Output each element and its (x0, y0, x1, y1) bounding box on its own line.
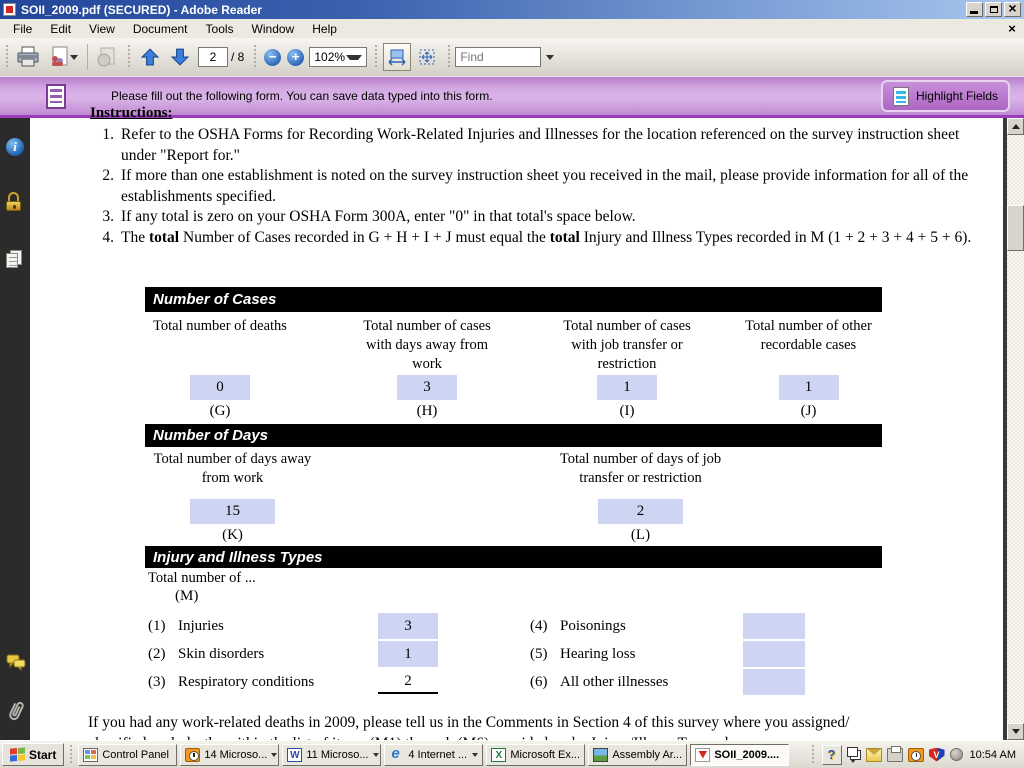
form-message: Please fill out the following form. You can save data typed into this form. (111, 89, 493, 103)
restore-icon (990, 6, 998, 13)
task-microsoft-excel[interactable]: X Microsoft Ex... (486, 744, 585, 766)
item-number: (4) (530, 617, 548, 634)
form-document-icon (46, 84, 66, 109)
toolbar-grip[interactable] (373, 45, 378, 69)
email-document-button-disabled (92, 42, 122, 72)
info-icon[interactable]: i (6, 138, 24, 156)
instructions-list (88, 125, 998, 248)
instruction-number: 4. (102, 228, 114, 246)
field-label: Total number of days away from work (153, 451, 312, 486)
item-number: (6) (530, 673, 548, 690)
type-row-all-other-illnesses (530, 668, 805, 696)
instruction-item (88, 228, 998, 249)
image-icon (593, 748, 608, 762)
volume-icon[interactable] (950, 748, 963, 761)
print-button[interactable] (13, 42, 43, 72)
form-field-g[interactable]: 0 (190, 375, 250, 400)
instruction-text: If more than one establishment is noted on the survey instruction sheet you received in the mail, please provide information for all of the establishments specified. (121, 167, 969, 205)
toolbar-separator (87, 44, 88, 70)
find-input[interactable] (455, 47, 541, 67)
form-field-m2[interactable]: 1 (378, 641, 438, 667)
toolbar-grip[interactable] (126, 45, 131, 69)
zoom-level-value: 102% (314, 50, 346, 64)
section-header-number-of-cases: Number of Cases (145, 287, 882, 312)
find-dropdown-caret[interactable] (546, 55, 554, 60)
taskbar (0, 740, 1024, 768)
task-group-4-internet[interactable]: e 4 Internet ... (384, 744, 483, 766)
form-field-m3[interactable]: 2 (378, 670, 438, 694)
instruction-text: If any total is zero on your OSHA Form 300A, enter "0" in that total's space below. (121, 208, 636, 225)
field-label: Total number of other recordable cases (745, 318, 872, 353)
task-soii-2009-active[interactable]: SOII_2009.... (690, 744, 789, 766)
excel-icon (491, 748, 506, 762)
form-field-h[interactable]: 3 (397, 375, 457, 400)
form-field-k[interactable]: 15 (190, 499, 275, 524)
form-field-m4[interactable] (743, 613, 805, 639)
start-label: Start (29, 747, 57, 762)
page-total-label: / 8 (231, 50, 245, 64)
instruction-item (88, 125, 998, 166)
main-area (0, 105, 1024, 740)
types-subtitle: Total number of ... (148, 570, 256, 586)
menu-help[interactable]: Help (312, 21, 337, 36)
page-down-icon (171, 48, 189, 66)
pdf-icon (695, 748, 710, 762)
title-bar (0, 0, 1024, 19)
share-document-icon (49, 46, 69, 68)
menu-document[interactable]: Document (132, 21, 188, 36)
pages-icon[interactable] (6, 250, 22, 268)
group-dropdown-caret (271, 753, 277, 757)
form-field-m1[interactable]: 3 (378, 613, 438, 639)
email-document-icon (96, 47, 118, 67)
item-number: (3) (148, 673, 166, 690)
instruction-text: The total Number of Cases recorded in G + H + I + J must equal the total Injury and Illness Types recorded in M (1 + 2 + 3 + 4 + 5 + 6). (121, 228, 972, 246)
number-of-cases-section (145, 312, 882, 424)
scroll-down-icon (1012, 729, 1020, 734)
help-icon[interactable] (822, 745, 842, 765)
paperclip-icon[interactable] (6, 700, 24, 722)
type-row-respiratory-conditions (148, 668, 438, 696)
cascade-windows-icon[interactable] (847, 747, 861, 763)
field-letter: (L) (630, 527, 651, 543)
control-panel-icon (83, 748, 98, 762)
form-field-j[interactable]: 1 (779, 375, 839, 400)
menu-edit[interactable]: Edit (50, 21, 72, 36)
toolbar-grip[interactable] (446, 45, 451, 69)
form-field-l[interactable]: 2 (598, 499, 683, 524)
print-icon (16, 46, 40, 68)
printer-icon[interactable] (887, 748, 903, 762)
zoom-out-icon[interactable]: − (264, 49, 281, 66)
item-number: (1) (148, 617, 166, 634)
taskbar-clock: 10:54 AM (969, 748, 1016, 761)
type-row-hearing-loss (530, 640, 805, 668)
survey-form (145, 287, 882, 709)
item-number: (5) (530, 645, 548, 662)
fit-page-button[interactable] (413, 43, 441, 71)
adobe-reader-icon (3, 3, 16, 16)
item-label: All other illnesses (560, 673, 669, 690)
task-control-panel[interactable]: Control Panel (78, 744, 177, 766)
zoom-level-select[interactable] (309, 47, 367, 67)
scroll-up-icon (1012, 124, 1020, 129)
taskbar-grip[interactable] (811, 745, 815, 765)
section-header-injury-illness-types: Injury and Illness Types (145, 546, 882, 568)
clipped-heading: Instructions: (90, 105, 173, 121)
clock-group-icon (185, 748, 200, 762)
highlight-fields-label: Highlight Fields (915, 89, 998, 103)
group-dropdown-caret (373, 753, 379, 757)
system-tray (809, 745, 1022, 765)
field-letter: (G) (209, 403, 231, 419)
field-letter: (K) (222, 527, 243, 543)
navigation-sidebar (0, 118, 30, 740)
field-letter: (H) (416, 403, 438, 419)
section-header-number-of-days: Number of Days (145, 424, 882, 447)
toolbar-grip[interactable] (252, 45, 257, 69)
scroll-down-button[interactable] (1007, 723, 1024, 740)
start-button[interactable] (2, 743, 64, 766)
comments-icon[interactable] (6, 654, 26, 672)
group-dropdown-caret (472, 753, 478, 757)
word-icon (287, 748, 302, 762)
menu-view[interactable]: View (89, 21, 115, 36)
scroll-mode-button[interactable] (383, 43, 411, 71)
menu-file[interactable]: File (13, 21, 33, 36)
fit-page-icon (418, 48, 436, 66)
number-of-days-section (145, 447, 882, 546)
toolbar-grip[interactable] (4, 45, 9, 69)
zoom-in-icon[interactable]: + (287, 49, 304, 66)
instruction-text: Refer to the OSHA Forms for Recording Work-Related Injuries and Illnesses for the location referenced on the survey instruction sheet under "Report for." (121, 126, 960, 164)
field-label: Total number of deaths (153, 318, 287, 334)
scroll-up-button[interactable] (1007, 118, 1024, 135)
antivirus-shield-icon[interactable] (929, 748, 945, 762)
window-title: SOII_2009.pdf (SECURED) - Adobe Reader (21, 2, 262, 17)
vertical-scrollbar[interactable] (1007, 118, 1024, 740)
form-field-i[interactable]: 1 (597, 375, 657, 400)
injury-illness-types-section (145, 568, 882, 709)
field-label: Total number of cases with days away from work (363, 318, 491, 372)
instruction-number: 1. (102, 126, 114, 143)
highlight-fields-button[interactable] (881, 80, 1010, 112)
lock-icon[interactable] (6, 192, 21, 210)
menu-tools[interactable]: Tools (205, 21, 234, 36)
previous-page-button[interactable] (135, 42, 165, 72)
types-subtitle-letter: (M) (175, 588, 199, 604)
page-up-icon (141, 48, 159, 66)
type-row-injuries (148, 612, 438, 640)
field-letter: (I) (619, 403, 635, 419)
close-document-icon[interactable] (1004, 21, 1020, 36)
next-page-button[interactable] (165, 42, 195, 72)
zoom-dropdown-caret (346, 55, 362, 60)
clock-icon[interactable] (908, 748, 924, 762)
instruction-item (88, 166, 998, 207)
item-label: Injuries (178, 617, 224, 634)
menu-window[interactable]: Window (251, 21, 295, 36)
instruction-number: 3. (102, 208, 114, 225)
minimize-button[interactable] (966, 2, 983, 17)
menu-bar (0, 19, 1024, 38)
minimize-icon (970, 11, 978, 14)
item-label: Poisonings (560, 617, 626, 634)
instruction-number: 2. (102, 167, 114, 184)
form-field-m5[interactable] (743, 641, 805, 667)
instruction-item (88, 207, 998, 228)
task-group-14-microsoft[interactable]: 14 Microso... (180, 744, 279, 766)
main-toolbar (0, 38, 1024, 76)
item-label: Skin disorders (178, 645, 265, 662)
item-label: Hearing loss (560, 645, 636, 662)
pdf-page (30, 105, 1007, 740)
windows-flag-icon (10, 747, 25, 761)
field-label: Total number of days of job transfer or restriction (559, 451, 722, 486)
internet-explorer-icon (389, 748, 404, 762)
type-row-skin-disorders (148, 640, 438, 668)
type-row-poisonings (530, 612, 805, 640)
restore-button[interactable] (985, 2, 1002, 17)
scrollbar-thumb[interactable] (1007, 205, 1024, 251)
form-field-m6[interactable] (743, 669, 805, 695)
task-group-11-microsoft-word[interactable]: W 11 Microso... (282, 744, 381, 766)
closing-line: If you had any work-related deaths in 2009, please tell us in the Comments in Section 4 of this survey where you assigned/ (88, 714, 850, 731)
field-letter: (J) (800, 403, 817, 419)
taskbar-grip[interactable] (69, 745, 73, 765)
page-number-input[interactable] (198, 47, 228, 67)
mail-icon[interactable] (866, 748, 882, 762)
share-dropdown-caret (70, 55, 78, 60)
scroll-mode-icon (388, 48, 406, 66)
highlight-fields-icon (893, 87, 909, 106)
item-number: (2) (148, 645, 166, 662)
item-label: Respiratory conditions (178, 673, 315, 690)
task-assembly-area[interactable]: Assembly Ar... (588, 744, 687, 766)
close-button[interactable] (1004, 2, 1021, 17)
share-document-button[interactable] (43, 42, 83, 72)
field-label: Total number of cases with job transfer or restriction (563, 318, 691, 372)
